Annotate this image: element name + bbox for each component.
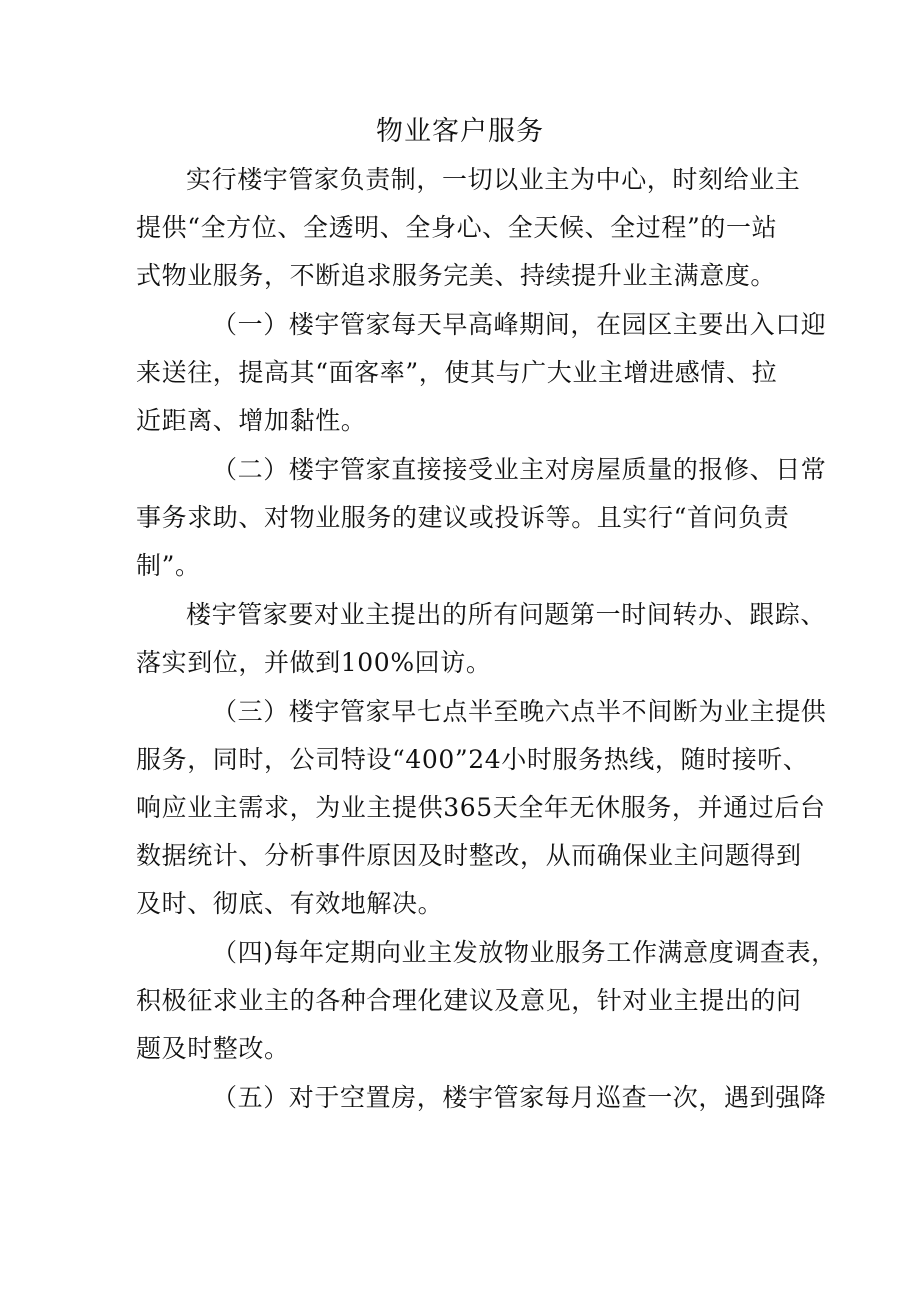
paragraph-2-line-2: 事务求助、对物业服务的建议或投诉等。且实行“首问负责 bbox=[136, 503, 790, 532]
paragraph-3-line-2: 服务，同时，公司特设“400”24小时服务热线，随时接听、 bbox=[136, 745, 809, 774]
paragraph-1-line-2: 来送往，提高其“面客率”，使其与广大业主增进感情、拉 bbox=[136, 358, 778, 387]
paragraph-4-line-3: 题及时整改。 bbox=[136, 1034, 290, 1063]
paragraph-5-line-1: （五）对于空置房，楼宇管家每月巡查一次，遇到强降 bbox=[212, 1083, 827, 1112]
paragraph-followup-line-1: 楼宇管家要对业主提出的所有问题第一时间转办、跟踪、 bbox=[186, 600, 827, 629]
paragraph-2-line-1: （二）楼宇管家直接接受业主对房屋质量的报修、日常 bbox=[212, 455, 827, 484]
paragraph-intro-line-2: 提供“全方位、全透明、全身心、全天候、全过程”的一站 bbox=[136, 213, 778, 242]
paragraph-3-line-1: （三）楼宇管家早七点半至晚六点半不间断为业主提供 bbox=[212, 697, 827, 726]
document-title: 物业客户服务 bbox=[376, 116, 544, 147]
paragraph-4-line-2: 积极征求业主的各种合理化建议及意见，针对业主提出的问 bbox=[136, 986, 802, 1015]
paragraph-3-line-5: 及时、彻底、有效地解决。 bbox=[136, 889, 444, 918]
paragraph-1-line-3: 近距离、增加黏性。 bbox=[136, 406, 367, 435]
paragraph-3-line-3: 响应业主需求，为业主提供365天全年无休服务，并通过后台 bbox=[136, 793, 826, 822]
paragraph-2-line-3: 制”。 bbox=[136, 551, 201, 580]
paragraph-4-line-1: （四)每年定期向业主发放物业服务工作满意度调查表， bbox=[212, 938, 837, 967]
paragraph-intro-line-1: 实行楼宇管家负责制，一切以业主为中心，时刻给业主 bbox=[186, 165, 801, 194]
paragraph-intro-line-3: 式物业服务，不断追求服务完美、持续提升业主满意度。 bbox=[136, 261, 777, 290]
paragraph-1-line-1: （一）楼宇管家每天早高峰期间，在园区主要出入口迎 bbox=[212, 310, 827, 339]
paragraph-3-line-4: 数据统计、分析事件原因及时整改，从而确保业主问题得到 bbox=[136, 841, 802, 870]
paragraph-followup-line-2: 落实到位，并做到100%回访。 bbox=[136, 648, 492, 677]
